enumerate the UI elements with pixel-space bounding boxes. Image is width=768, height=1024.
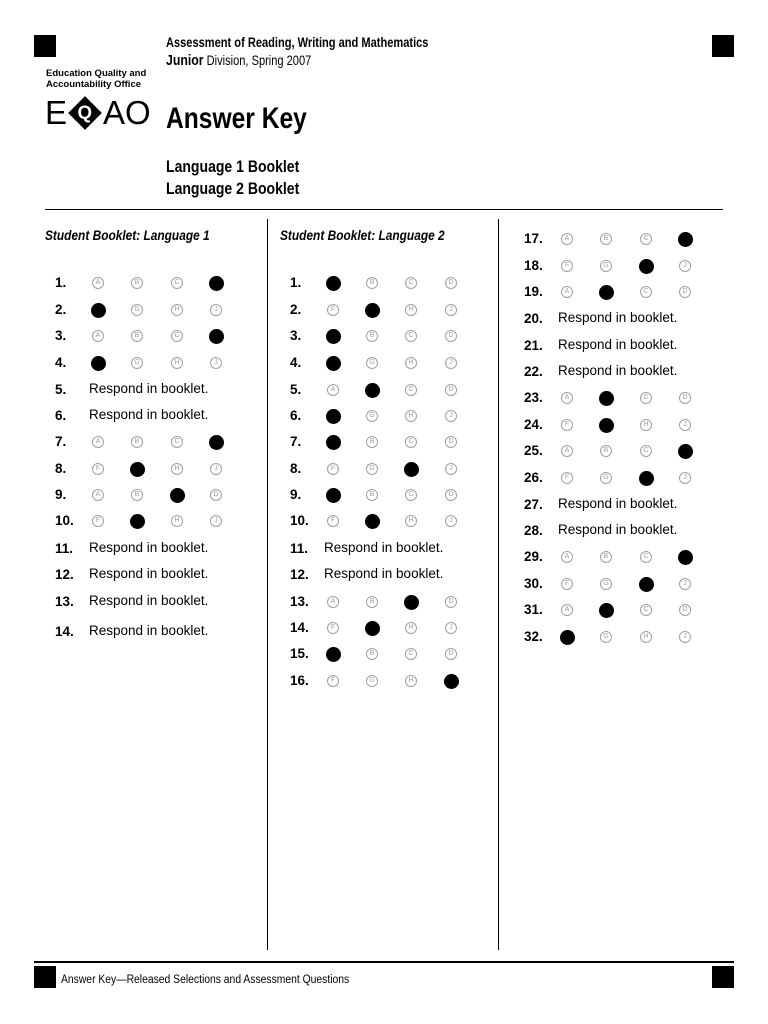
answer-bubble: D <box>445 489 457 501</box>
question-number: 5. <box>290 382 302 397</box>
answer-bubble: F <box>561 260 573 272</box>
answer-bubble-filled <box>209 435 224 450</box>
answer-bubble: A <box>561 392 573 404</box>
logo-left: E <box>45 94 68 131</box>
answer-bubble: D <box>679 392 691 404</box>
answer-bubble: C <box>405 648 417 660</box>
logo-right: AO <box>103 94 151 131</box>
division-line <box>166 52 311 69</box>
respond-in-booklet-text: Respond in booklet. <box>558 310 678 325</box>
respond-in-booklet-text: Respond in booklet. <box>89 381 209 396</box>
answer-bubble: A <box>327 384 339 396</box>
answer-bubble: F <box>327 675 339 687</box>
question-number: 7. <box>290 434 302 449</box>
question-number: 15. <box>290 646 309 661</box>
question-number: 9. <box>290 487 302 502</box>
answer-bubble: F <box>561 419 573 431</box>
answer-bubble-filled <box>639 471 654 486</box>
question-number: 12. <box>55 567 74 582</box>
column-title-language-2: Student Booklet: Language 2 <box>280 227 445 243</box>
question-number: 28. <box>524 523 543 538</box>
division-rest: Division, Spring 2007 <box>203 53 312 68</box>
answer-bubble: C <box>171 277 183 289</box>
question-number: 16. <box>290 673 309 688</box>
question-number: 12. <box>290 567 309 582</box>
question-number: 8. <box>290 461 302 476</box>
question-number: 4. <box>55 355 67 370</box>
answer-bubble: H <box>171 357 183 369</box>
answer-bubble: F <box>92 463 104 475</box>
answer-bubble: J <box>679 472 691 484</box>
answer-bubble-filled <box>326 356 341 371</box>
answer-bubble: C <box>405 330 417 342</box>
answer-bubble-filled <box>326 409 341 424</box>
answer-bubble: H <box>405 622 417 634</box>
question-number: 11. <box>55 541 74 556</box>
question-number: 13. <box>290 594 309 609</box>
answer-bubble: D <box>445 648 457 660</box>
answer-bubble-filled <box>170 488 185 503</box>
question-number: 19. <box>524 284 543 299</box>
answer-bubble: D <box>445 277 457 289</box>
question-number: 1. <box>55 275 67 290</box>
answer-bubble: J <box>445 463 457 475</box>
answer-bubble: J <box>445 515 457 527</box>
answer-bubble: A <box>327 596 339 608</box>
question-number: 13. <box>55 594 74 609</box>
answer-bubble-filled <box>404 462 419 477</box>
footer-divider <box>34 961 734 963</box>
answer-bubble: H <box>405 515 417 527</box>
answer-bubble: B <box>131 330 143 342</box>
answer-bubble-filled <box>326 488 341 503</box>
answer-bubble: H <box>171 304 183 316</box>
respond-in-booklet-text: Respond in booklet. <box>558 337 678 352</box>
respond-in-booklet-text: Respond in booklet. <box>89 407 209 422</box>
question-number: 20. <box>524 311 543 326</box>
answer-bubble: A <box>561 604 573 616</box>
respond-in-booklet-text: Respond in booklet. <box>324 540 444 555</box>
column-divider-1 <box>267 219 268 950</box>
answer-bubble: A <box>561 286 573 298</box>
answer-bubble-filled <box>444 674 459 689</box>
answer-bubble: H <box>405 675 417 687</box>
question-number: 32. <box>524 629 543 644</box>
answer-bubble: H <box>171 463 183 475</box>
question-number: 9. <box>55 487 67 502</box>
answer-bubble: B <box>366 489 378 501</box>
answer-bubble: C <box>640 604 652 616</box>
answer-bubble: A <box>561 445 573 457</box>
answer-bubble-filled <box>209 276 224 291</box>
question-number: 22. <box>524 364 543 379</box>
question-number: 30. <box>524 576 543 591</box>
answer-bubble-filled <box>599 603 614 618</box>
answer-bubble-filled <box>639 577 654 592</box>
answer-bubble: J <box>445 304 457 316</box>
registration-mark-top-right <box>712 35 734 57</box>
answer-bubble: G <box>366 357 378 369</box>
answer-bubble-filled <box>599 418 614 433</box>
answer-bubble: D <box>445 436 457 448</box>
registration-mark-bottom-right <box>712 966 734 988</box>
respond-in-booklet-text: Respond in booklet. <box>324 566 444 581</box>
answer-bubble: C <box>640 233 652 245</box>
answer-bubble: D <box>445 384 457 396</box>
answer-bubble: G <box>600 631 612 643</box>
question-number: 11. <box>290 541 309 556</box>
answer-bubble: B <box>131 277 143 289</box>
respond-in-booklet-text: Respond in booklet. <box>89 623 209 638</box>
answer-bubble-filled <box>130 462 145 477</box>
question-number: 5. <box>55 382 67 397</box>
answer-bubble: G <box>600 472 612 484</box>
respond-in-booklet-text: Respond in booklet. <box>89 593 209 608</box>
answer-bubble: H <box>405 304 417 316</box>
answer-bubble: G <box>366 410 378 422</box>
question-number: 3. <box>55 328 67 343</box>
answer-bubble-filled <box>326 329 341 344</box>
answer-bubble-filled <box>639 259 654 274</box>
question-number: 31. <box>524 602 543 617</box>
answer-bubble: C <box>171 436 183 448</box>
answer-bubble: C <box>640 392 652 404</box>
question-number: 17. <box>524 231 543 246</box>
answer-bubble: D <box>679 604 691 616</box>
answer-bubble: H <box>640 419 652 431</box>
answer-bubble-filled <box>365 514 380 529</box>
answer-bubble: H <box>405 410 417 422</box>
question-number: 23. <box>524 390 543 405</box>
question-number: 26. <box>524 470 543 485</box>
booklet-1-label: Language 1 Booklet <box>166 158 300 176</box>
answer-bubble-filled <box>91 303 106 318</box>
assessment-name: Assessment of Reading, Writing and Mathematics <box>166 35 429 50</box>
answer-bubble: F <box>327 515 339 527</box>
answer-bubble: J <box>445 622 457 634</box>
answer-bubble: B <box>131 436 143 448</box>
answer-bubble: H <box>640 631 652 643</box>
respond-in-booklet-text: Respond in booklet. <box>89 566 209 581</box>
answer-bubble: J <box>445 410 457 422</box>
answer-bubble-filled <box>678 550 693 565</box>
answer-bubble-filled <box>599 285 614 300</box>
answer-bubble: J <box>679 419 691 431</box>
answer-bubble: J <box>679 578 691 590</box>
column-divider-2 <box>498 219 499 950</box>
eqao-logo <box>45 93 151 133</box>
answer-bubble: F <box>327 463 339 475</box>
question-number: 6. <box>290 408 302 423</box>
respond-in-booklet-text: Respond in booklet. <box>558 522 678 537</box>
answer-bubble: B <box>600 551 612 563</box>
answer-bubble: B <box>366 596 378 608</box>
answer-bubble-filled <box>130 514 145 529</box>
answer-bubble: C <box>640 286 652 298</box>
answer-bubble: B <box>366 277 378 289</box>
answer-bubble: H <box>171 515 183 527</box>
logo-q: Q <box>77 101 93 124</box>
answer-bubble-filled <box>560 630 575 645</box>
answer-bubble-filled <box>326 647 341 662</box>
answer-bubble: B <box>600 445 612 457</box>
answer-bubble-filled <box>599 391 614 406</box>
answer-bubble: J <box>445 357 457 369</box>
answer-bubble: J <box>210 304 222 316</box>
answer-bubble-filled <box>365 621 380 636</box>
answer-bubble: G <box>600 260 612 272</box>
question-number: 8. <box>55 461 67 476</box>
answer-bubble: B <box>600 233 612 245</box>
answer-bubble: C <box>405 384 417 396</box>
answer-bubble: C <box>405 277 417 289</box>
answer-bubble: F <box>561 472 573 484</box>
page-title: Answer Key <box>166 102 307 135</box>
respond-in-booklet-text: Respond in booklet. <box>89 540 209 555</box>
question-number: 24. <box>524 417 543 432</box>
question-number: 10. <box>55 513 74 528</box>
answer-bubble: G <box>131 357 143 369</box>
answer-bubble: J <box>679 260 691 272</box>
answer-bubble: D <box>445 596 457 608</box>
answer-bubble: J <box>679 631 691 643</box>
answer-bubble: G <box>366 675 378 687</box>
answer-bubble: F <box>561 578 573 590</box>
answer-bubble: F <box>327 622 339 634</box>
answer-bubble: A <box>92 277 104 289</box>
question-number: 3. <box>290 328 302 343</box>
registration-mark-top-left <box>34 35 56 57</box>
answer-bubble: A <box>92 489 104 501</box>
question-number: 2. <box>55 302 67 317</box>
answer-bubble: J <box>210 463 222 475</box>
answer-bubble: J <box>210 357 222 369</box>
answer-bubble-filled <box>365 303 380 318</box>
question-number: 14. <box>290 620 309 635</box>
answer-bubble-filled <box>209 329 224 344</box>
answer-bubble-filled <box>326 435 341 450</box>
column-title-language-1: Student Booklet: Language 1 <box>45 227 210 243</box>
answer-bubble: G <box>600 578 612 590</box>
division-word: Junior <box>166 52 204 69</box>
answer-bubble: A <box>92 436 104 448</box>
question-number: 10. <box>290 513 309 528</box>
question-number: 29. <box>524 549 543 564</box>
booklet-2-label: Language 2 Booklet <box>166 180 300 198</box>
answer-bubble: C <box>405 436 417 448</box>
answer-bubble: B <box>366 330 378 342</box>
question-number: 25. <box>524 443 543 458</box>
answer-bubble: A <box>92 330 104 342</box>
answer-bubble: B <box>366 648 378 660</box>
answer-bubble-filled <box>404 595 419 610</box>
question-number: 4. <box>290 355 302 370</box>
answer-bubble: H <box>405 357 417 369</box>
org-name: Education Quality and Accountability Office <box>46 68 147 90</box>
question-number: 1. <box>290 275 302 290</box>
question-number: 6. <box>55 408 67 423</box>
answer-bubble: B <box>366 436 378 448</box>
answer-bubble: J <box>210 515 222 527</box>
question-number: 27. <box>524 497 543 512</box>
question-number: 14. <box>55 624 74 639</box>
registration-mark-bottom-left <box>34 966 56 988</box>
answer-bubble: F <box>327 304 339 316</box>
respond-in-booklet-text: Respond in booklet. <box>558 363 678 378</box>
answer-bubble: C <box>405 489 417 501</box>
answer-bubble: C <box>640 445 652 457</box>
question-number: 18. <box>524 258 543 273</box>
answer-bubble: D <box>679 286 691 298</box>
answer-bubble-filled <box>365 383 380 398</box>
question-number: 7. <box>55 434 67 449</box>
answer-bubble: D <box>445 330 457 342</box>
answer-bubble: F <box>92 515 104 527</box>
answer-bubble-filled <box>326 276 341 291</box>
header-divider <box>45 209 723 210</box>
answer-bubble: C <box>640 551 652 563</box>
logo-q-diamond <box>68 96 102 130</box>
question-number: 2. <box>290 302 302 317</box>
answer-bubble: C <box>171 330 183 342</box>
answer-bubble-filled <box>91 356 106 371</box>
question-number: 21. <box>524 338 543 353</box>
footer-text: Answer Key—Released Selections and Assessment Questions <box>61 974 350 986</box>
answer-bubble: G <box>131 304 143 316</box>
answer-bubble: A <box>561 233 573 245</box>
answer-bubble-filled <box>678 232 693 247</box>
answer-bubble: A <box>561 551 573 563</box>
answer-bubble: G <box>366 463 378 475</box>
answer-bubble: D <box>210 489 222 501</box>
answer-bubble: B <box>131 489 143 501</box>
respond-in-booklet-text: Respond in booklet. <box>558 496 678 511</box>
answer-bubble-filled <box>678 444 693 459</box>
